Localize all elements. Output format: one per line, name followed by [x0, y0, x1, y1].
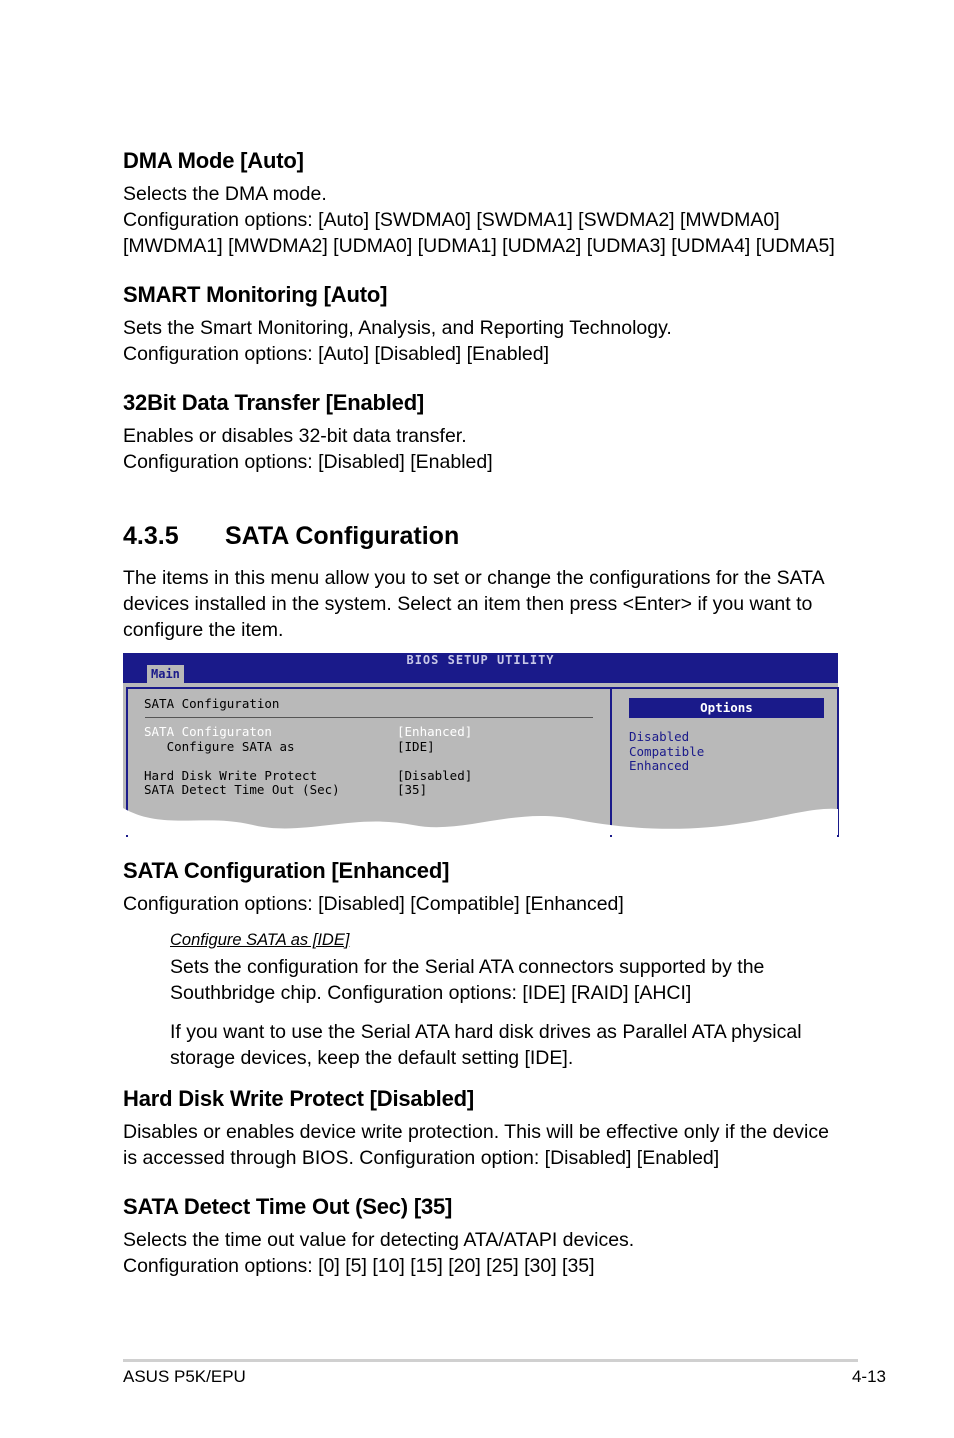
text-line: devices installed in the system. Select an item then press <Enter> if you want to	[123, 593, 813, 615]
bios-title-bar	[123, 653, 838, 683]
text-line: configure the item.	[123, 619, 284, 641]
section-number: 4.3.5	[123, 522, 179, 550]
text-line: Selects the DMA mode.	[123, 183, 327, 205]
configure-sata-subheading: Configure SATA as [IDE]	[170, 931, 350, 949]
configure-sata-note	[170, 1019, 802, 1071]
smart-monitoring-heading: SMART Monitoring [Auto]	[123, 282, 388, 307]
bios-tab-main[interactable]: Main	[147, 665, 184, 683]
hd-write-protect-description	[123, 1119, 829, 1171]
sata-enhanced-heading: SATA Configuration [Enhanced]	[123, 858, 450, 883]
text-line: Sets the Smart Monitoring, Analysis, and Reporting Technology.	[123, 317, 672, 339]
32bit-transfer-description	[123, 423, 493, 475]
bios-title: BIOS SETUP UTILITY	[406, 653, 555, 667]
bios-separator	[145, 717, 593, 718]
text-line: Configuration options: [Auto] [SWDMA0] [SWDMA1] [SWDMA2] [MWDMA0]	[123, 209, 780, 231]
footer-page-number: 4-13	[851, 1367, 886, 1386]
bios-item-label[interactable]: Hard Disk Write Protect	[144, 768, 318, 783]
text-line: Configuration options: [Auto] [Disabled] [Enabled]	[123, 343, 550, 365]
text-line: Enables or disables 32-bit data transfer.	[123, 425, 467, 447]
section-intro	[123, 565, 825, 643]
bios-item-value[interactable]: [Enhanced]	[397, 724, 473, 739]
bios-item-value[interactable]: [Disabled]	[397, 768, 473, 783]
bios-option[interactable]: Compatible	[629, 744, 705, 759]
section-title: SATA Configuration	[225, 522, 460, 550]
text-line: If you want to use the Serial ATA hard disk drives as Parallel ATA physical	[170, 1021, 802, 1043]
text-line: Sets the configuration for the Serial ATA connectors supported by the	[170, 956, 765, 978]
sata-timeout-heading: SATA Detect Time Out (Sec) [35]	[123, 1194, 453, 1219]
text-line: Disables or enables device write protection. This will be effective only if the device	[123, 1121, 829, 1143]
bios-item-label[interactable]: SATA Configuraton	[144, 724, 272, 739]
footer-divider	[123, 1359, 858, 1362]
bios-option[interactable]: Enhanced	[629, 758, 690, 773]
text-line: Configuration options: [Disabled] [Enabled]	[123, 451, 493, 473]
bios-screenshot	[123, 653, 838, 835]
bios-item-value[interactable]: [IDE]	[397, 739, 435, 754]
text-line: storage devices, keep the default setting [IDE].	[170, 1047, 574, 1069]
text-line: is accessed through BIOS. Configuration option: [Disabled] [Enabled]	[123, 1147, 720, 1169]
32bit-transfer-heading: 32Bit Data Transfer [Enabled]	[123, 390, 425, 415]
bios-option[interactable]: Disabled	[629, 729, 690, 744]
hd-write-protect-heading: Hard Disk Write Protect [Disabled]	[123, 1086, 474, 1111]
configure-sata-description	[170, 954, 764, 1006]
sata-timeout-description	[123, 1227, 634, 1279]
text-line: Configuration options: [0] [5] [10] [15] [20] [25] [30] [35]	[123, 1255, 595, 1277]
dma-mode-description	[123, 181, 835, 259]
text-line: Selects the time out value for detecting ATA/ATAPI devices.	[123, 1229, 635, 1251]
smart-monitoring-description	[123, 315, 672, 367]
text-line: Southbridge chip. Configuration options: [IDE] [RAID] [AHCI]	[170, 982, 692, 1004]
bios-pane-title: SATA Configuration	[144, 696, 280, 711]
bios-item-label[interactable]: SATA Detect Time Out (Sec)	[144, 782, 340, 797]
bios-item-label[interactable]: Configure SATA as	[144, 739, 295, 754]
torn-edge-graphic	[123, 803, 838, 835]
sata-enhanced-options: Configuration options: [Disabled] [Compatible] [Enhanced]	[123, 893, 624, 915]
dma-mode-heading: DMA Mode [Auto]	[123, 148, 304, 173]
bios-options-header: Options	[629, 698, 824, 718]
text-line: The items in this menu allow you to set or change the configurations for the SATA	[123, 567, 825, 589]
text-line: [MWDMA1] [MWDMA2] [UDMA0] [UDMA1] [UDMA2] [UDMA3] [UDMA4] [UDMA5]	[123, 235, 835, 257]
bios-item-value[interactable]: [35]	[397, 782, 428, 797]
footer-product: ASUS P5K/EPU	[123, 1367, 246, 1386]
